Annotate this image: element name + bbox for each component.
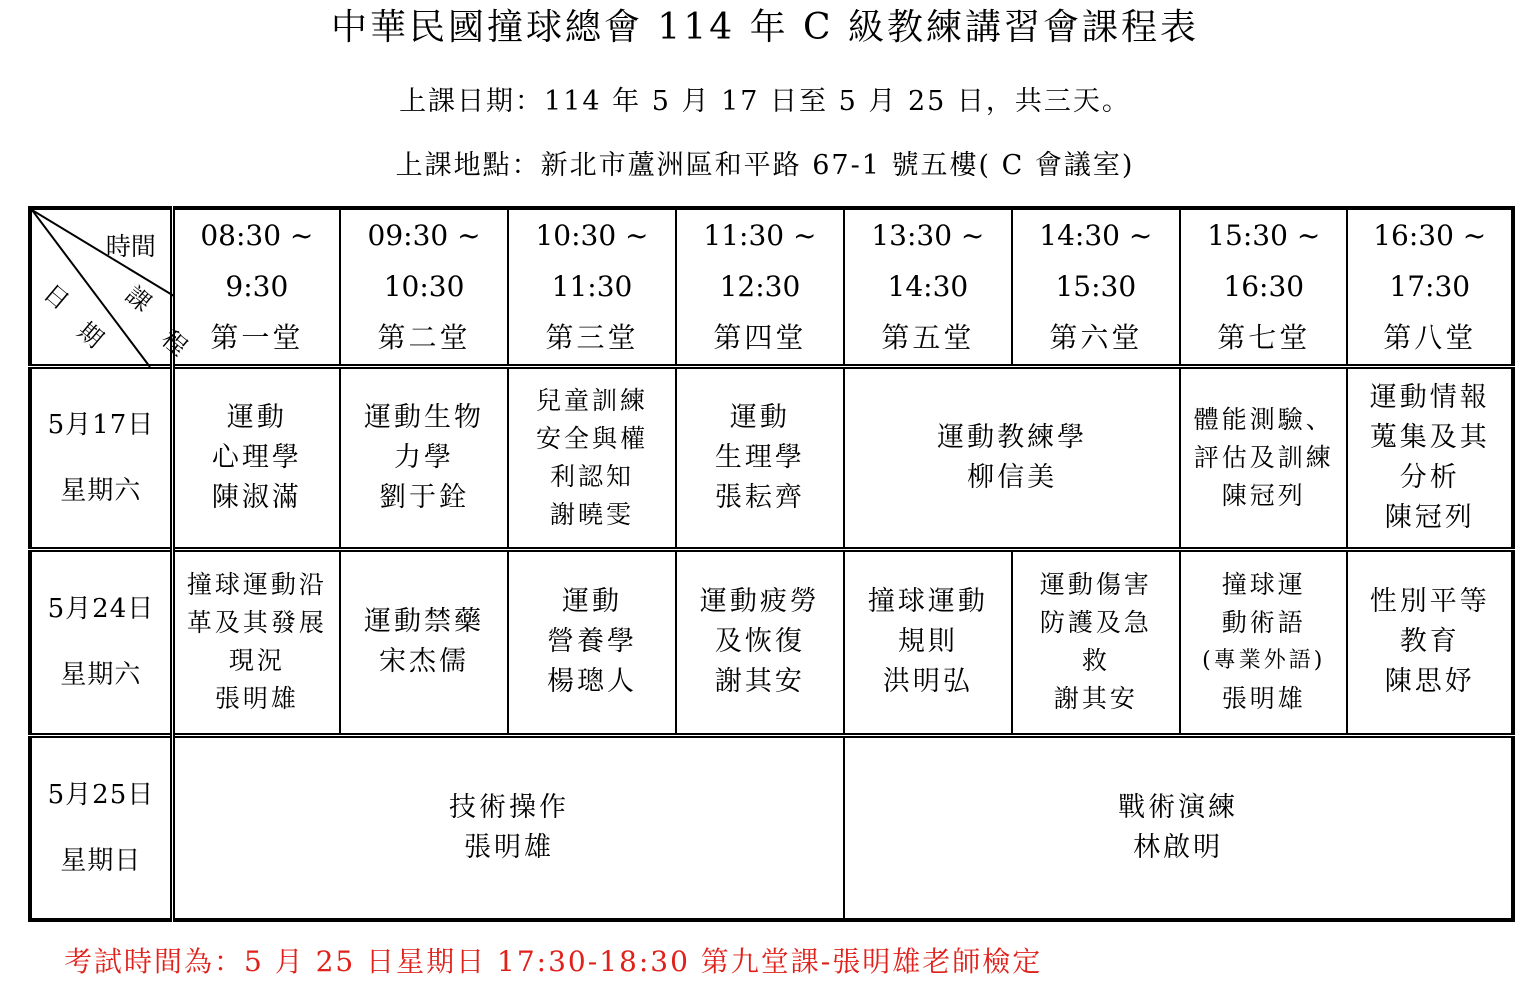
exam-note: 考試時間為：5 月 25 日星期日 17:30-18:30 第九堂課-張明雄老師檢定 — [64, 945, 1043, 978]
period-header-1: 08:30 ~ 9:30 第一堂 — [172, 208, 339, 366]
session-cell: 運動傷害 防護及急 救 謝其安 — [1012, 549, 1180, 735]
session-cell: 技術操作 張明雄 — [172, 735, 844, 920]
course-date: 上課日期：114 年 5 月 17 日至 5 月 25 日，共三天。 — [399, 86, 1131, 117]
header-row — [30, 208, 1513, 366]
session-cell: 戰術演練 林啟明 — [844, 735, 1513, 920]
period-header-5: 13:30 ~ 14:30 第五堂 — [844, 208, 1011, 366]
session-cell: 兒童訓練 安全與權 利認知 謝曉雯 — [508, 366, 675, 549]
date-cell-2: 5月24日 星期六 — [30, 549, 172, 735]
session-cell: 運動生物 力學 劉于銓 — [340, 366, 508, 549]
session-cell: 體能測驗、 評估及訓練 陳冠列 — [1180, 366, 1347, 549]
period-header-2: 09:30 ~ 10:30 第二堂 — [340, 208, 508, 366]
day-row-3 — [30, 735, 1513, 920]
course-location: 上課地點：新北市蘆洲區和平路 67-1 號五樓( C 會議室) — [395, 150, 1135, 181]
session-cell: 運動 生理學 張耘齊 — [676, 366, 844, 549]
period-header-7: 15:30 ~ 16:30 第七堂 — [1180, 208, 1347, 366]
session-cell: 撞球運動 規則 洪明弘 — [844, 549, 1011, 735]
session-cell: 性別平等 教育 陳思妤 — [1347, 549, 1513, 735]
session-cell: 運動 營養學 楊璁人 — [508, 549, 675, 735]
corner-label-time: 時間 — [105, 232, 156, 261]
period-header-4: 11:30 ~ 12:30 第四堂 — [676, 208, 844, 366]
period-header-8: 16:30 ~ 17:30 第八堂 — [1347, 208, 1513, 366]
date-cell-3: 5月25日 星期日 — [30, 735, 172, 920]
session-cell: 運動疲勞 及恢復 謝其安 — [676, 549, 844, 735]
day-row-1 — [30, 366, 1513, 549]
document-title: 中華民國撞球總會 114 年 C 級教練講習會課程表 — [330, 7, 1200, 48]
period-header-6: 14:30 ~ 15:30 第六堂 — [1012, 208, 1180, 366]
corner-header-cell — [30, 208, 195, 366]
date-cell-1: 5月17日 星期六 — [30, 366, 172, 549]
corner-label-date: 日 期 — [38, 278, 111, 356]
schedule-table — [28, 206, 1515, 922]
session-cell: 運動 心理學 陳淑滿 — [172, 366, 339, 549]
day-row-2 — [30, 549, 1513, 735]
session-cell: 運動教練學 柳信美 — [844, 366, 1180, 549]
session-cell: 運動禁藥 宋杰儒 — [340, 549, 508, 735]
corner-label-course: 課 程 — [120, 280, 195, 364]
session-cell: 運動情報 蒐集及其 分析 陳冠列 — [1347, 366, 1513, 549]
session-cell: 撞球運動沿 革及其發展 現況 張明雄 — [172, 549, 339, 735]
session-cell: 撞球運 動術語 (專業外語) 張明雄 — [1180, 549, 1347, 735]
period-header-3: 10:30 ~ 11:30 第三堂 — [508, 208, 675, 366]
